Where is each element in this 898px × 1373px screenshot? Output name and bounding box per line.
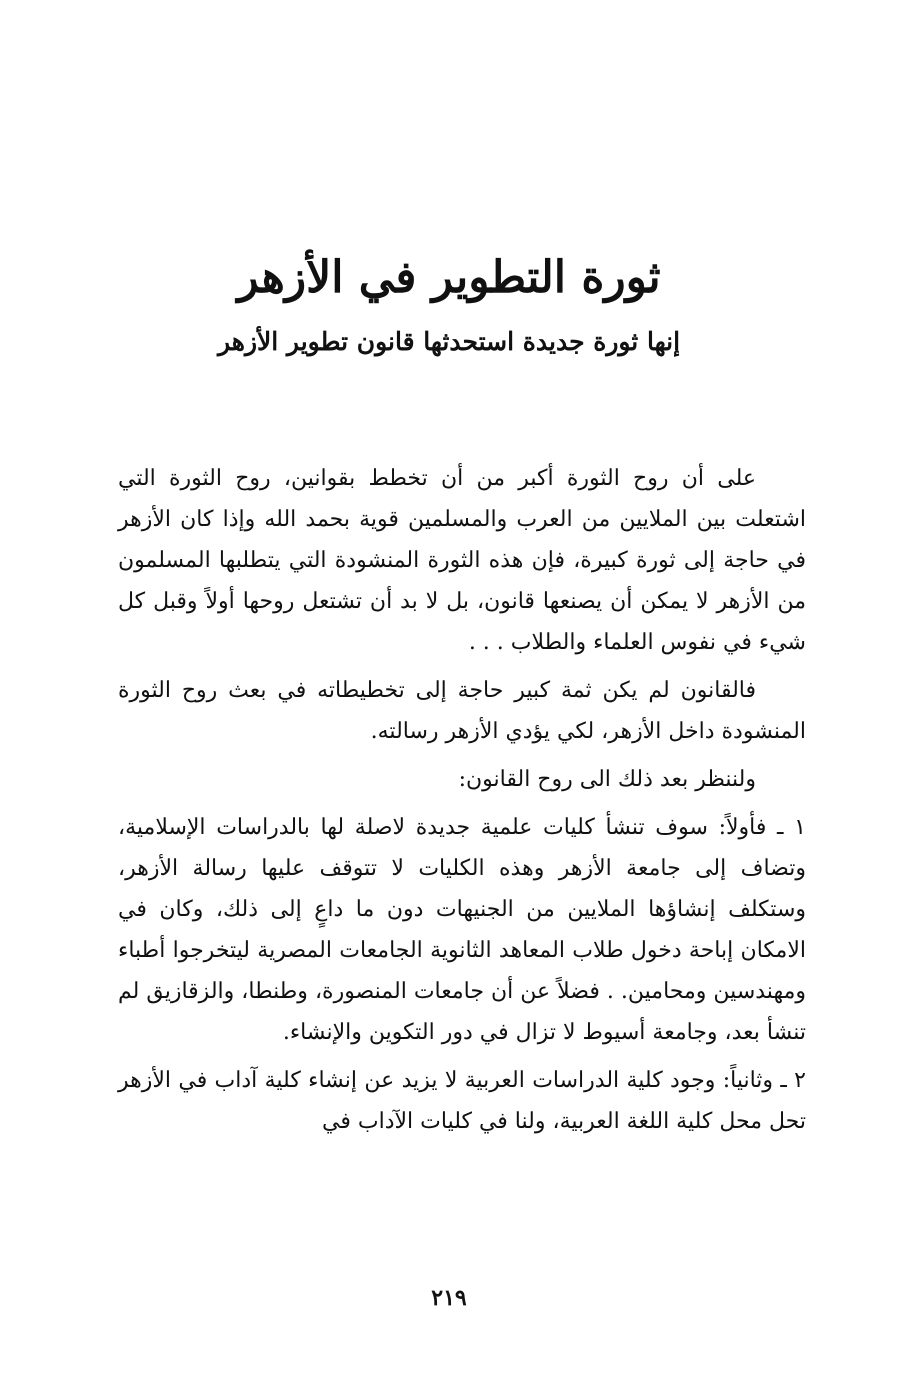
paragraph-law: فالقانون لم يكن ثمة كبير حاجة إلى تخطيطاته في بعث روح الثورة المنشودة داخل الأزهر، لكي يؤدي الأزهر رسالته. <box>118 678 806 744</box>
paragraph-transition: ولننظر بعد ذلك الى روح القانون: <box>458 767 756 792</box>
chapter-title: ثورة التطوير في الأزهر <box>237 252 661 303</box>
paragraph-point-one: ١ ـ فأولاً: سوف تنشأ كليات علمية جديدة لاصلة لها بالدراسات الإسلامية، وتضاف إلى جامعة الأزهر وهذه الكليات لا تتوقف عليها رسالة الأزهر، وستكلف إنشاؤها الملايين من الجنيهات دون ما داعٍ إلى ذلك، وكان في الامكان إباحة دخول طلاب المعاهد الثانوية الجامعات المصرية ليتخرجوا أطباء ومهندسين ومحامين. . فضلاً عن أن جامعات المنصورة، وطنطا، والزقازيق لم تنشأ بعد، وجامعة أسيوط لا تزال في دور التكوين والإنشاء. <box>118 815 806 1045</box>
chapter-subtitle: إنها ثورة جديدة استحدثها قانون تطوير الأزهر <box>217 327 681 356</box>
paragraph-point-two: ٢ ـ وثانياً: وجود كلية الدراسات العربية لا يزيد عن إنشاء كلية آداب في الأزهر تحل محل كلية اللغة العربية، ولنا في كليات الآداب في <box>118 1068 806 1134</box>
body-text <box>118 458 806 1149</box>
page-number: ٢١٩ <box>431 1285 467 1311</box>
paragraph-intro: على أن روح الثورة أكبر من أن تخطط بقوانين، روح الثورة التي اشتعلت بين الملايين من العرب والمسلمين قوية بحمد الله وإذا كان الأزهر في حاجة إلى ثورة كبيرة، فإن هذه الثورة المنشودة التي يتطلبها المسلمون من الأزهر لا يمكن أن يصنعها قانون، بل لا بد أن تشتعل روحها أولاً وقبل كل شيء في نفوس العلماء والطلاب . . . <box>118 466 807 655</box>
